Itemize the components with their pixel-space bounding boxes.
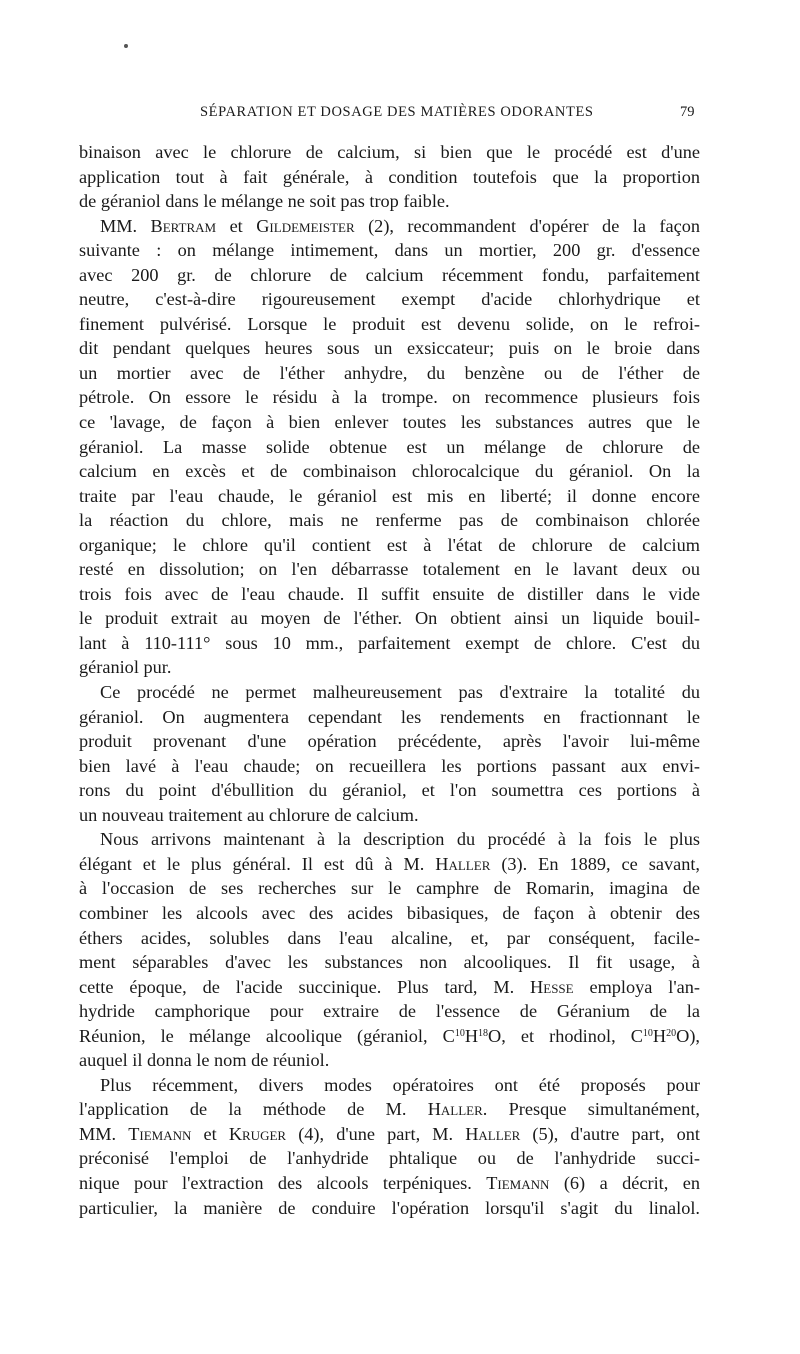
page-number: 79 xyxy=(680,104,695,120)
text-line: produit provenant d'une opération précédente, après l'avoir lui-même xyxy=(79,731,700,752)
text-line: géraniol. La masse solide obtenue est un mélange de chlorure de xyxy=(79,436,700,457)
text-line: géraniol pur. xyxy=(79,657,172,678)
text-line: le produit extrait au moyen de l'éther. On obtient ainsi un liquide bouil- xyxy=(79,608,700,629)
text-line: MM. Tiemann et Kruger (4), d'une part, M. Haller (5), d'autre part, ont xyxy=(79,1123,700,1144)
text-line: lant à 110-111° sous 10 mm., parfaitement exempt de chlore. C'est du xyxy=(79,632,700,653)
text-line: auquel il donna le nom de réuniol. xyxy=(79,1050,330,1071)
text-line: avec 200 gr. de chlorure de calcium récemment fondu, parfaitement xyxy=(79,264,700,285)
text-line: préconisé l'emploi de l'anhydride phtalique ou de l'anhydride succi- xyxy=(79,1148,700,1169)
text-line: de géraniol dans le mélange ne soit pas trop faible. xyxy=(79,191,450,212)
text-line: application tout à fait générale, à condition toutefois que la proportion xyxy=(79,166,700,187)
text-line: resté en dissolution; on l'en débarrasse totalement en le lavant deux ou xyxy=(79,559,700,580)
text-line: un mortier avec de l'éther anhydre, du benzène ou de l'éther de xyxy=(79,362,700,383)
ink-speck xyxy=(124,44,128,48)
text-line: trois fois avec de l'eau chaude. Il suffit ensuite de distiller dans le vide xyxy=(79,583,700,604)
text-line: l'application de la méthode de M. Haller. Presque simultanément, xyxy=(79,1099,700,1120)
text-line: particulier, la manière de conduire l'opération lorsqu'il s'agit du linalol. xyxy=(79,1197,700,1218)
text-line: hydride camphorique pour extraire de l'essence de Géranium de la xyxy=(79,1001,700,1022)
text-line: cette époque, de l'acide succinique. Plus tard, M. Hesse employa l'an- xyxy=(79,976,700,997)
text-line: binaison avec le chlorure de calcium, si bien que le procédé est d'une xyxy=(79,142,700,162)
text-line: ment séparables d'avec les substances non alcooliques. Il fit usage, à xyxy=(79,952,700,973)
text-line: bien lavé à l'eau chaude; on recueillera les portions passant aux envi- xyxy=(79,755,700,776)
text-line: la réaction du chlore, mais ne renferme pas de combinaison chlorée xyxy=(79,510,700,531)
text-line: Réunion, le mélange alcoolique (géraniol, $C^{10}H^{18}O$, et rhodinol, $C^{10}H^{20}O$), xyxy=(79,1025,700,1046)
text-line: pétrole. On essore le résidu à la trompe. on recommence plusieurs fois xyxy=(79,387,700,408)
text-line: élégant et le plus général. Il est dû à M. Haller (3). En 1889, ce savant, xyxy=(79,853,700,874)
text-line: neutre, c'est-à-dire rigoureusement exempt d'acide chlorhydrique et xyxy=(79,289,700,310)
text-line: traite par l'eau chaude, le géraniol est mis en liberté; il donne encore xyxy=(79,485,700,506)
text-line: Plus récemment, divers modes opératoires ont été proposés pour xyxy=(100,1074,700,1095)
text-line: Nous arrivons maintenant à la description du procédé à la fois le plus xyxy=(100,829,700,850)
text-line: MM. Bertram et Gildemeister (2), recommandent d'opérer de la façon xyxy=(100,215,700,236)
text-line: calcium en excès et de combinaison chlorocalcique du géraniol. On la xyxy=(79,461,700,482)
text-line: organique; le chlore qu'il contient est à l'état de chlorure de calcium xyxy=(79,534,700,555)
text-line: ce 'lavage, de façon à bien enlever toutes les substances autres que le xyxy=(79,412,700,433)
text-line: éthers acides, solubles dans l'eau alcaline, et, par conséquent, facile- xyxy=(79,927,700,948)
text-line: à l'occasion de ses recherches sur le camphre de Romarin, imagina de xyxy=(79,878,700,899)
text-line: rons du point d'ébullition du géraniol, et l'on soumettra ces portions à xyxy=(79,780,700,801)
text-line: dit pendant quelques heures sous un exsiccateur; puis on le broie dans xyxy=(79,338,700,359)
running-head: SÉPARATION ET DOSAGE DES MATIÈRES ODORANTES xyxy=(200,104,594,120)
text-line: un nouveau traitement au chlorure de calcium. xyxy=(79,804,419,825)
text-line: combiner les alcools avec des acides bibasiques, de façon à obtenir des xyxy=(79,902,700,923)
text-line: géraniol. On augmentera cependant les rendements en fractionnant le xyxy=(79,706,700,727)
text-line: suivante : on mélange intimement, dans un mortier, 200 gr. d'essence xyxy=(79,240,700,261)
text-line: finement pulvérisé. Lorsque le produit est devenu solide, on le refroi- xyxy=(79,313,700,334)
body-text xyxy=(79,140,700,1220)
text-line: nique pour l'extraction des alcools terpéniques. Tiemann (6) a décrit, en xyxy=(79,1172,700,1193)
text-line: Ce procédé ne permet malheureusement pas d'extraire la totalité du xyxy=(100,682,700,703)
